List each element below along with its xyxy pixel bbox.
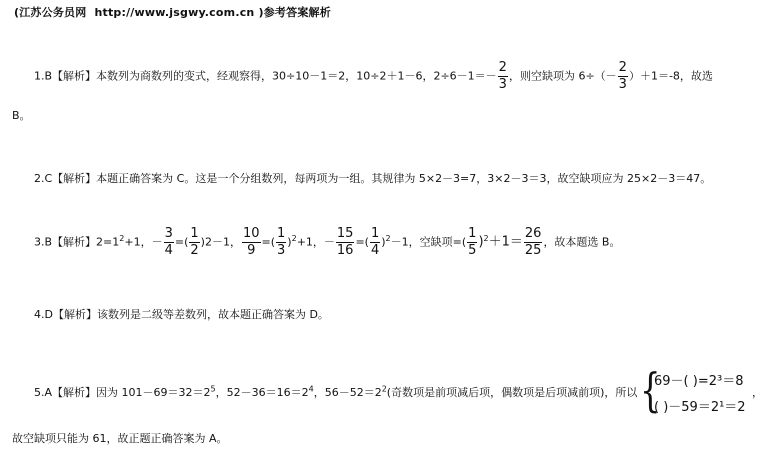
item3-tail: ，故本题选 B。 (543, 235, 621, 249)
item1-tail: ）＋1＝-8，故选 (628, 69, 713, 83)
fraction-numerator: 2 (498, 60, 507, 75)
superscript: 2 (385, 233, 391, 243)
item3-text-f: +1，－ (296, 235, 335, 249)
item3-fraction-1 (164, 226, 174, 259)
fraction-numerator: 1 (277, 226, 286, 241)
fraction-numerator: 1 (190, 226, 199, 241)
superscript: 2 (119, 233, 125, 243)
item3-fraction-8 (524, 226, 543, 259)
item5-text-b: ，56－52＝2 (313, 386, 382, 399)
item3-text-i: －1，空缺项=( (390, 235, 467, 249)
item1-fraction-2 (618, 60, 628, 93)
item5-continuation: 故空缺项只能为 61，故正题正确答案为 A。 (12, 432, 228, 445)
superscript: 2 (483, 233, 489, 243)
fraction-denominator: 5 (468, 243, 477, 258)
superscript: 5 (210, 384, 216, 394)
fraction-denominator: 9 (247, 243, 256, 258)
equation-2: ( )－59＝2¹＝2 (654, 400, 746, 415)
item5-lead: 5.A【解析】因为 101－69＝32＝2 (34, 386, 211, 399)
item3-text-k: ＋1＝ (488, 234, 523, 250)
fraction-numerator: 26 (524, 226, 542, 241)
item3-text-a: +1，－ (124, 235, 163, 249)
superscript: 4 (308, 384, 314, 394)
fraction-denominator: 2 (190, 243, 199, 258)
fraction-numerator: 3 (164, 226, 173, 241)
item5-text-c: (奇数项是前项减后项，偶数项是后项减前项)，所以 (386, 386, 638, 399)
item3-text-h: ) (381, 235, 386, 249)
answer-item-3 (34, 226, 620, 259)
item5-comma: ， (752, 386, 763, 399)
item3-text-c: )2－1， (200, 235, 241, 249)
fraction-denominator: 3 (618, 77, 627, 92)
item3-text-e: ) (287, 235, 292, 249)
equation-1: 69－( )=2³＝8 (654, 374, 744, 389)
item3-fraction-3 (242, 226, 261, 259)
page-header (14, 4, 331, 20)
item3-fraction-4 (276, 226, 286, 259)
item3-text-b: =( (174, 235, 189, 249)
item3-fraction-2 (189, 226, 199, 259)
fraction-denominator: 16 (336, 243, 354, 258)
header-right-paren: ) (258, 6, 264, 19)
fraction-numerator: 1 (468, 226, 477, 241)
fraction-numerator: 1 (370, 226, 380, 241)
item1-continuation: B。 (12, 109, 31, 122)
item3-fraction-7 (467, 226, 477, 259)
answer-item-5 (34, 384, 637, 400)
fraction-denominator: 25 (524, 243, 542, 258)
answer-item-2: 2.C【解析】本题正确答案为 C。这是一个分组数列，每两项为一组。其规律为 5×2－3=7，3×2－3＝3，故空缺项应为 25×2－3＝47。 (34, 172, 712, 185)
fraction-denominator: 3 (277, 243, 286, 258)
item3-lead: 3.B【解析】2=1 (34, 235, 120, 249)
fraction-denominator: 3 (498, 77, 507, 92)
fraction-numerator: 2 (618, 60, 627, 75)
header-left-paren: ( (14, 6, 20, 19)
answer-item-4: 4.D【解析】该数列是二级等差数列，故本题正确答案为 D。 (34, 308, 329, 321)
item1-fraction-1 (498, 60, 508, 93)
left-brace-icon: { (640, 363, 661, 417)
item1-mid: ，则空缺项为 6÷（－ (508, 69, 617, 83)
item3-text-d: =( (261, 235, 276, 249)
header-title: 参考答案解析 (263, 6, 331, 19)
header-url-link[interactable]: http://www.jsgwy.com.cn (94, 6, 255, 19)
item3-fraction-6 (370, 226, 380, 259)
fraction-denominator: 4 (164, 243, 173, 258)
item5-text-a: ，52－36＝16＝2 (215, 386, 309, 399)
superscript: 2 (291, 233, 297, 243)
header-site-name: 江苏公务员网 (19, 6, 87, 19)
equation-system (640, 363, 752, 418)
item3-text-j: ) (478, 234, 484, 250)
superscript: 2 (381, 384, 387, 394)
answer-item-1 (34, 60, 713, 93)
fraction-denominator: 4 (370, 243, 380, 258)
item3-text-g: =( (355, 235, 369, 249)
item3-fraction-5 (336, 226, 355, 259)
fraction-numerator: 15 (336, 226, 354, 241)
fraction-numerator: 10 (242, 226, 260, 241)
item1-lead: 1.B【解析】本数列为商数列的变式，经观察得，30÷10－1＝2，10÷2＋1－6，2÷6－1＝－ (34, 69, 497, 83)
